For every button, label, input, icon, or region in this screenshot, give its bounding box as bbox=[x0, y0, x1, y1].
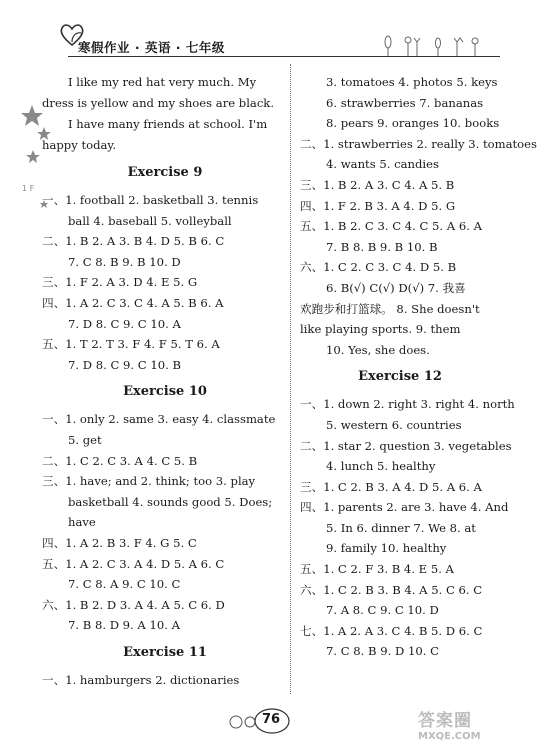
answer-line: 7. C 8. B 9. B 10. D bbox=[68, 254, 181, 269]
answer-line: 7. D 8. C 9. C 10. B bbox=[68, 357, 181, 372]
left-column bbox=[42, 72, 280, 690]
answer-line: 欢跑步和打篮球。 8. She doesn't bbox=[300, 301, 480, 316]
answer-line: 三、1. have; and 2. think; too 3. play bbox=[42, 474, 256, 489]
answer-line: 5. western 6. countries bbox=[326, 417, 462, 432]
answer-line: 10. Yes, she does. bbox=[326, 342, 430, 357]
answer-line: 四、1. parents 2. are 3. have 4. And bbox=[300, 500, 509, 515]
plants-decoration-icon bbox=[380, 32, 490, 56]
answer-line: 一、1. football 2. basketball 3. tennis bbox=[42, 193, 259, 207]
right-column bbox=[300, 72, 537, 662]
answer-line: 7. C 8. A 9. C 10. C bbox=[68, 577, 181, 592]
answer-line: 三、1. B 2. A 3. C 4. A 5. B bbox=[300, 177, 455, 192]
answer-line: basketball 4. sounds good 5. Does; bbox=[68, 494, 273, 509]
answer-line: 5. In 6. dinner 7. We 8. at bbox=[326, 520, 476, 535]
answer-line: 四、1. F 2. B 3. A 4. D 5. G bbox=[300, 198, 456, 213]
header-rule bbox=[68, 56, 500, 57]
answer-line: 六、1. C 2. C 3. C 4. D 5. B bbox=[300, 260, 457, 275]
header-title: 寒假作业 · 英语 · 七年级 bbox=[78, 40, 225, 55]
answer-line: 六、1. B 2. D 3. A 4. A 5. C 6. D bbox=[42, 597, 225, 612]
answer-line: 6. strawberries 7. bananas bbox=[326, 95, 484, 110]
paragraph: I like my red hat very much. My dress is yellow and my shoes are black. bbox=[42, 75, 275, 110]
answer-line: 7. C 8. B 9. D 10. C bbox=[326, 644, 439, 659]
watermark-text: 答案圈 bbox=[418, 711, 472, 731]
page-header bbox=[0, 0, 500, 62]
watermark-url: MXQE.COM bbox=[418, 731, 481, 742]
answer-line: 五、1. T 2. T 3. F 4. F 5. T 6. A bbox=[42, 337, 220, 352]
answer-line: 6. B(√) C(√) D(√) 7. 我喜 bbox=[326, 280, 466, 295]
watermark bbox=[418, 706, 481, 742]
answer-line: 六、1. C 2. B 3. B 4. A 5. C 6. C bbox=[300, 582, 483, 597]
answer-line: 七、1. A 2. A 3. C 4. B 5. D 6. C bbox=[300, 623, 483, 638]
exercise-heading: Exercise 10 bbox=[123, 384, 207, 400]
answer-line: 二、1. strawberries 2. really 3. tomatoes bbox=[300, 136, 537, 151]
answer-line: 二、1. star 2. question 3. vegetables bbox=[300, 438, 512, 453]
answer-line: 五、1. B 2. C 3. C 4. C 5. A 6. A bbox=[300, 219, 482, 234]
answer-line: have bbox=[68, 515, 96, 530]
answer-line: 五、1. A 2. C 3. A 4. D 5. A 6. C bbox=[42, 556, 225, 571]
answer-line: 三、1. C 2. B 3. A 4. D 5. A 6. A bbox=[300, 479, 482, 494]
exercise-heading: Exercise 12 bbox=[358, 369, 442, 385]
answer-line: 一、1. down 2. right 3. right 4. north bbox=[300, 397, 515, 412]
column-divider bbox=[290, 64, 291, 694]
paragraph: I have many friends at school. I'm happy today. bbox=[42, 117, 268, 152]
answer-line: 3. tomatoes 4. photos 5. keys bbox=[326, 75, 498, 89]
answer-line: like playing sports. 9. them bbox=[300, 322, 461, 337]
answer-line: 7. B 8. B 9. B 10. B bbox=[326, 239, 438, 254]
answer-line: 5. get bbox=[68, 432, 102, 447]
answer-line: 9. family 10. healthy bbox=[326, 541, 447, 556]
answer-line: 三、1. F 2. A 3. D 4. E 5. G bbox=[42, 275, 198, 290]
answer-line: 五、1. C 2. F 3. B 4. E 5. A bbox=[300, 562, 454, 577]
answer-line: 二、1. B 2. A 3. B 4. D 5. B 6. C bbox=[42, 234, 225, 249]
exercise-heading: Exercise 11 bbox=[123, 644, 207, 660]
answer-line: 4. wants 5. candies bbox=[326, 157, 439, 172]
answer-line: 四、1. A 2. C 3. C 4. A 5. B 6. A bbox=[42, 295, 224, 310]
answer-line: 7. B 8. D 9. A 10. A bbox=[68, 618, 180, 633]
exercise-heading: Exercise 9 bbox=[127, 165, 203, 180]
answer-line: 二、1. C 2. C 3. A 4. C 5. B bbox=[42, 453, 198, 468]
answer-line: ball 4. baseball 5. volleyball bbox=[68, 213, 232, 228]
answer-line: 一、1. hamburgers 2. dictionaries bbox=[42, 672, 240, 687]
answer-line: 一、1. only 2. same 3. easy 4. classmate bbox=[42, 412, 276, 427]
answer-line: 8. pears 9. oranges 10. books bbox=[326, 116, 500, 131]
page-number: 76 bbox=[262, 712, 281, 727]
answer-line: 四、1. A 2. B 3. F 4. G 5. C bbox=[42, 535, 197, 550]
answer-line: 4. lunch 5. healthy bbox=[326, 459, 436, 474]
answer-line: 7. D 8. C 9. C 10. A bbox=[68, 316, 181, 331]
svg-text:1 F: 1 F bbox=[22, 184, 35, 193]
answer-line: 7. A 8. C 9. C 10. D bbox=[326, 603, 439, 618]
